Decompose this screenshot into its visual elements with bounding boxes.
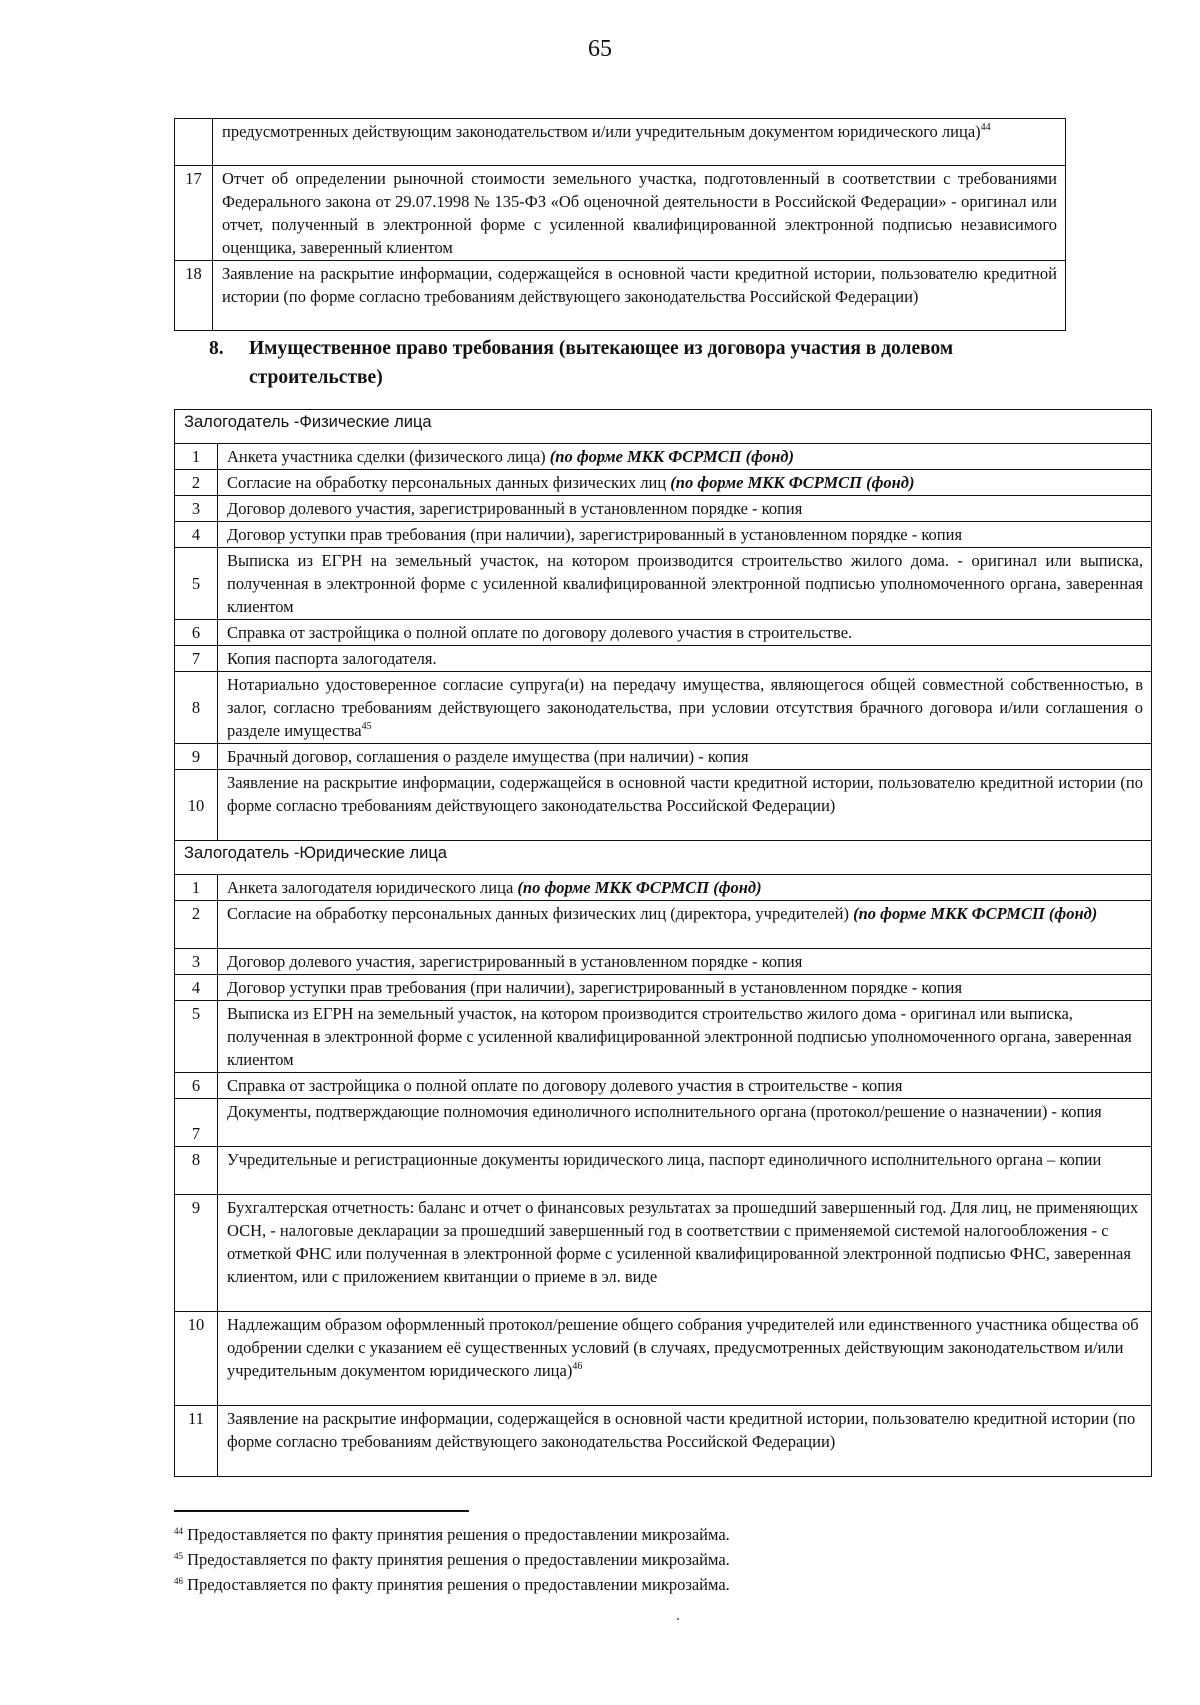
row-text: Отчет об определении рыночной стоимости земельного участка, подготовленный в соответствии с требованиями Федерального закона от 29.07.1998 № 135-ФЗ «Об оценочной деятельности в Российской Федерации» - оригинал или отчет, полученный в электронной форме с усиленной квалифицированной электронной подписью независимого оценщика, заверенный клиентом — [213, 166, 1066, 261]
row-text: Документы, подтверждающие полномочия единоличного исполнительного органа (протокол/решение о назначении) - копия — [218, 1099, 1152, 1147]
row-number: 7 — [175, 646, 218, 672]
section-number: 8. — [209, 338, 224, 359]
row-number: 10 — [175, 770, 218, 841]
row-text: Выписка из ЕГРН на земельный участок, на котором производится строительство жилого дома - оригинал или выписка, полученная в электронной форме с усиленной квалифицированной электронной подписью уполномоченного органа, заверенная клиентом — [218, 1001, 1152, 1073]
group-title-legal: Залогодатель -Юридические лица — [175, 841, 1152, 875]
row-number: 2 — [175, 470, 218, 496]
row-text: Копия паспорта залогодателя. — [218, 646, 1152, 672]
form-reference: (по форме МКК ФСРМСП (фонд) — [853, 904, 1098, 923]
table-row — [175, 1406, 1152, 1477]
table-row — [175, 1195, 1152, 1312]
table-row — [175, 646, 1152, 672]
row-text: Договор уступки прав требования (при наличии), зарегистрированный в установленном порядке - копия — [218, 975, 1152, 1001]
table-row — [175, 1099, 1152, 1147]
table-row — [175, 522, 1152, 548]
footnote: $^{46}$ Предоставляется по факту принятия решения о предоставлении микрозайма. — [174, 1575, 730, 1594]
row-text: Заявление на раскрытие информации, содержащейся в основной части кредитной истории, пользователю кредитной истории (по форме согласно требованиям действующего законодательства Российской Федерации) — [213, 261, 1066, 331]
footnote-ref: 45 — [361, 721, 372, 732]
row-text: Заявление на раскрытие информации, содержащейся в основной части кредитной истории, пользователю кредитной истории (по форме согласно требованиям действующего законодательства Российской Федерации) — [218, 1406, 1152, 1477]
form-reference: (по форме МКК ФСРМСП (фонд) — [670, 473, 915, 492]
scan-speck — [677, 1618, 679, 1620]
table-collateral — [174, 409, 1152, 1477]
section-title: Имущественное право требования (вытекающее из договора участия в долевом строительстве) — [249, 338, 954, 388]
table-row — [175, 901, 1152, 949]
row-number: 5 — [175, 1001, 218, 1073]
table-row — [175, 444, 1152, 470]
row-number: 2 — [175, 901, 218, 949]
row-text: Брачный договор, соглашения о разделе имущества (при наличии) - копия — [218, 744, 1152, 770]
row-text: Справка от застройщика о полной оплате по договору долевого участия в строительстве - копия — [218, 1073, 1152, 1099]
row-number: 7 — [175, 1099, 218, 1147]
row-number: 6 — [175, 1073, 218, 1099]
row-text: Заявление на раскрытие информации, содержащейся в основной части кредитной истории, пользователю кредитной истории (по форме согласно требованиям действующего законодательства Российской Федерации) — [218, 770, 1152, 841]
row-number: 6 — [175, 620, 218, 646]
footnotes — [174, 1522, 1074, 1597]
table-row — [175, 470, 1152, 496]
footnote-mark: 44 — [174, 1526, 183, 1536]
table-row — [175, 949, 1152, 975]
row-number: 1 — [175, 444, 218, 470]
row-number: 8 — [175, 672, 218, 744]
table-row — [175, 672, 1152, 744]
group-header-row — [175, 410, 1152, 444]
row-text: предусмотренных действующим законодательством и/или учредительным документом юридического лица)$^{44}$ — [213, 119, 1066, 166]
row-number: 17 — [175, 166, 213, 261]
row-number: 10 — [175, 1312, 218, 1406]
row-text: Согласие на обработку персональных данных физических лиц (директора, учредителей) (по форме МКК ФСРМСП (фонд) — [218, 901, 1152, 949]
row-text: Анкета залогодателя юридического лица (по форме МКК ФСРМСП (фонд) — [218, 875, 1152, 901]
row-number: 4 — [175, 522, 218, 548]
footnote-ref: 44 — [980, 122, 991, 133]
footnote-ref: 46 — [572, 1361, 583, 1372]
table-row — [175, 1001, 1152, 1073]
row-number: 4 — [175, 975, 218, 1001]
table-row — [175, 261, 1066, 331]
table-row — [175, 975, 1152, 1001]
group-header-row — [175, 841, 1152, 875]
form-reference: (по форме МКК ФСРМСП (фонд) — [517, 878, 762, 897]
form-reference: (по форме МКК ФСРМСП (фонд) — [549, 447, 794, 466]
table-row — [175, 770, 1152, 841]
table-row — [175, 119, 1066, 166]
footnote: $^{44}$ Предоставляется по факту принятия решения о предоставлении микрозайма. — [174, 1525, 730, 1544]
table-row — [175, 1147, 1152, 1195]
row-number — [175, 119, 213, 166]
row-number: 3 — [175, 949, 218, 975]
row-text: Надлежащим образом оформленный протокол/решение общего собрания учредителей или единственного участника общества об одобрении сделки с указанием её существенных условий (в случаях, предусмотренных действующим законодательством и/или учредительным документом юридического лица)$^{46}$ — [218, 1312, 1152, 1406]
table-row — [175, 496, 1152, 522]
row-text: Договор уступки прав требования (при наличии), зарегистрированный в установленном порядке - копия — [218, 522, 1152, 548]
row-text: Договор долевого участия, зарегистрированный в установленном порядке - копия — [218, 496, 1152, 522]
row-text: Справка от застройщика о полной оплате по договору долевого участия в строительстве. — [218, 620, 1152, 646]
footnote-mark: 45 — [174, 1551, 183, 1561]
row-text: Выписка из ЕГРН на земельный участок, на котором производится строительство жилого дома. - оригинал или выписка, полученная в электронной форме с усиленной квалифицированной электронной подписью уполномоченного органа, заверенная клиентом — [218, 548, 1152, 620]
footnote: $^{45}$ Предоставляется по факту принятия решения о предоставлении микрозайма. — [174, 1550, 730, 1569]
page-number: 65 — [588, 36, 612, 62]
row-number: 9 — [175, 744, 218, 770]
row-number: 9 — [175, 1195, 218, 1312]
row-text: Учредительные и регистрационные документы юридического лица, паспорт единоличного исполнительного органа – копии — [218, 1147, 1152, 1195]
table-top — [174, 118, 1066, 331]
footnote-separator — [174, 1510, 469, 1512]
table-row — [175, 744, 1152, 770]
row-number: 1 — [175, 875, 218, 901]
section-heading — [209, 334, 1089, 392]
group-title-individuals: Залогодатель -Физические лица — [175, 410, 1152, 444]
table-row — [175, 1312, 1152, 1406]
row-text: Бухгалтерская отчетность: баланс и отчет о финансовых результатах за прошедший завершенный год. Для лиц, не применяющих ОСН, - налоговые декларации за прошедший завершенный год в соответствии с применяемой системой налогообложения - с отметкой ФНС или полученная в электронной форме с усиленной квалифицированной электронной подписью ФНС, заверенная клиентом, или с приложением квитанции о приеме в эл. виде — [218, 1195, 1152, 1312]
table-row — [175, 1073, 1152, 1099]
row-number: 5 — [175, 548, 218, 620]
table-row — [175, 548, 1152, 620]
table-row — [175, 875, 1152, 901]
row-number: 11 — [175, 1406, 218, 1477]
row-text: Анкета участника сделки (физического лица) (по форме МКК ФСРМСП (фонд) — [218, 444, 1152, 470]
row-number: 8 — [175, 1147, 218, 1195]
row-number: 3 — [175, 496, 218, 522]
row-text: Согласие на обработку персональных данных физических лиц (по форме МКК ФСРМСП (фонд) — [218, 470, 1152, 496]
row-text: Нотариально удостоверенное согласие супруга(и) на передачу имущества, являющегося общей совместной собственностью, в залог, согласно требованиям действующего законодательства, при условии отсутствия брачного договора и/или соглашения о разделе имущества$^{45}$ — [218, 672, 1152, 744]
row-number: 18 — [175, 261, 213, 331]
row-text: Договор долевого участия, зарегистрированный в установленном порядке - копия — [218, 949, 1152, 975]
footnote-mark: 46 — [174, 1576, 183, 1586]
table-row — [175, 620, 1152, 646]
table-row — [175, 166, 1066, 261]
